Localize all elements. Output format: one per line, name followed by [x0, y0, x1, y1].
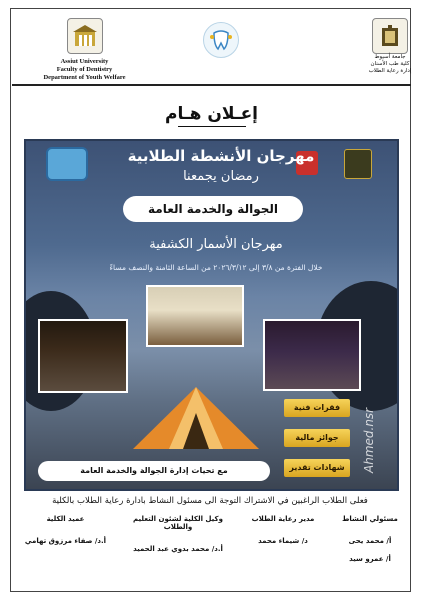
poster-organizer-pill: الجوالة والخدمة العامة [123, 196, 303, 222]
letterhead-arabic [358, 54, 422, 75]
poster-footer-pill: مع تحيات إدارة الجوالة والخدمة العامة [38, 461, 270, 481]
tent-illustration [131, 383, 261, 453]
university-name: Assiut University [60, 58, 109, 65]
letterhead-english [32, 58, 137, 82]
poster-date-line: خلال الفترة من ٣/٨ إلى ٢٠٢٦/٣/١٢ من الساعة الثامنة والنصف مساءً [109, 263, 323, 272]
signature-title: وكيل الكلية لشئون التعليم والطلاب [133, 515, 223, 531]
signature-dean [18, 515, 113, 545]
signature-title: عميد الكلية [46, 515, 85, 523]
signature-name: أ.د/ محمد بدوي عبد الحميد [133, 545, 223, 553]
university-name-ar: جامعة أسيوط [374, 54, 406, 60]
signature-name: أ.د/ صفاء مرزوق تهامي [24, 537, 107, 545]
signature-vice-dean [118, 515, 238, 553]
header-divider [12, 84, 411, 86]
scouts-gathering-photo [38, 319, 128, 393]
signature-title: مدير رعاية الطلاب [251, 515, 315, 523]
signature-name: أ/ عمرو سيد [349, 555, 391, 563]
tent-interior-photo [146, 285, 244, 347]
faculty-name-ar: كلية طب الأسنان [370, 61, 410, 67]
poster-event-name: مهرجان الأسمار الكشفية [149, 237, 283, 252]
signature-name: أ/ محمد يحى [348, 537, 392, 545]
department-name: Department of Youth Welfare [43, 74, 126, 81]
badge-certificates: شهادات تقدير [284, 459, 350, 477]
badge-cash-prizes: جوائز مالية [284, 429, 350, 447]
heading-underline [178, 126, 246, 127]
faculty-name: Faculty of Dentistry [56, 66, 113, 73]
signature-title: مسئولي النشاط [342, 515, 398, 523]
scouts-emblem-icon [46, 147, 88, 181]
badge-art-segments: فقرات فنية [284, 399, 350, 417]
announcement-heading: إعـلان هـام [164, 104, 259, 124]
scouts-performance-photo [263, 319, 361, 391]
faculty-seal-logo [372, 18, 408, 54]
signature-name: د/ شيماء محمد [258, 537, 308, 545]
letterhead [12, 14, 411, 84]
department-name-ar: إدارة رعاية الطلاب [368, 68, 412, 74]
event-poster [24, 139, 399, 491]
invitation-text: فعلى الطلاب الراغبين في الاشتراك التوجة الى مسئول النشاط بادارة رعاية الطلاب بالكلية [52, 496, 368, 506]
signature-welfare-director [243, 515, 323, 545]
poster-title: مهرجان الأنشطة الطلابية [127, 147, 315, 165]
signature-activity-officers [330, 515, 410, 563]
dentistry-faculty-logo [203, 22, 239, 58]
designer-watermark: Ahmed.nsr [362, 407, 376, 473]
assiut-university-logo [67, 18, 103, 54]
poster-slogan: رمضان يجمعنا [183, 169, 259, 184]
